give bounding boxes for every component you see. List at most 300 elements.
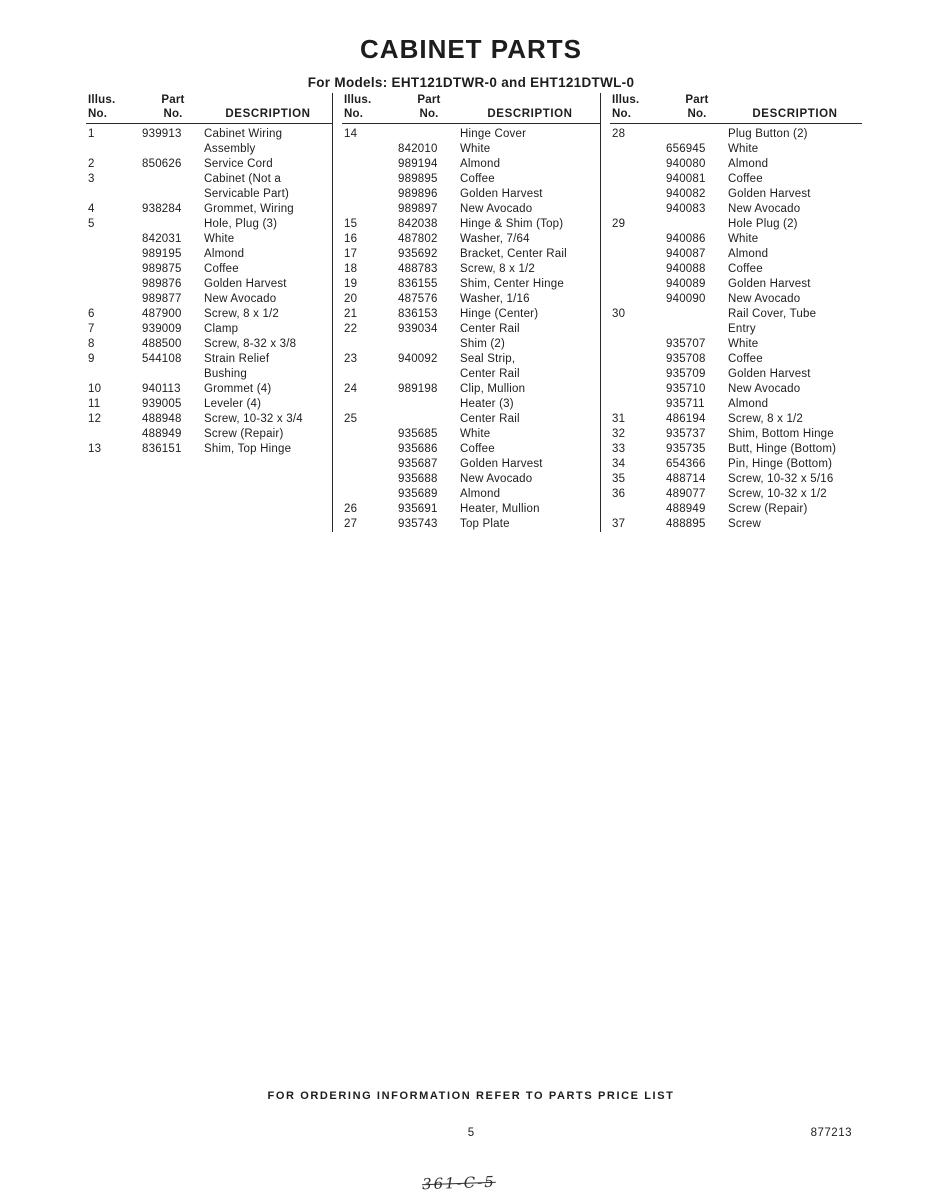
table-row (86, 217, 332, 232)
table-row (342, 217, 600, 232)
part-no: 487900 (142, 308, 182, 320)
table-row (86, 247, 332, 262)
description: Pin, Hinge (Bottom) (728, 458, 833, 470)
description: Hole Plug (2) (728, 218, 798, 230)
table-row (342, 307, 600, 322)
part-header: Part (417, 94, 441, 106)
illus-no-header: No. (344, 108, 364, 120)
illus-no (342, 367, 396, 382)
table-row (342, 202, 600, 217)
description-header: DESCRIPTION (225, 108, 311, 120)
illus-no (342, 142, 396, 157)
part-no: 488500 (142, 338, 182, 350)
part-no: 935685 (398, 428, 438, 440)
illus-no: 8 (88, 338, 95, 350)
header-spacer (460, 93, 600, 107)
illus-no (86, 247, 140, 262)
illus-no: 13 (88, 443, 102, 455)
description: Almond (728, 158, 769, 170)
description: Washer, 7/64 (460, 233, 530, 245)
illus-no (342, 187, 396, 202)
part-no: 842010 (398, 143, 438, 155)
table-row (610, 442, 862, 457)
description: Golden Harvest (728, 368, 811, 380)
description: Shim, Top Hinge (204, 443, 292, 455)
part-no (140, 367, 204, 382)
table-row (610, 337, 862, 352)
illus-no (342, 442, 396, 457)
part-no: 935737 (666, 428, 706, 440)
table-header (86, 93, 332, 124)
description: New Avocado (204, 293, 277, 305)
part-no (396, 397, 460, 412)
description: New Avocado (728, 383, 801, 395)
description: Screw, 10-32 x 3/4 (204, 413, 303, 425)
part-no (396, 367, 460, 382)
table-row (342, 247, 600, 262)
illus-no: 26 (344, 503, 358, 515)
part-no (664, 322, 728, 337)
part-no: 654366 (666, 458, 706, 470)
description: Golden Harvest (460, 458, 543, 470)
part-no: 486194 (666, 413, 706, 425)
illus-no (342, 202, 396, 217)
part-no (140, 172, 204, 187)
table-row (342, 337, 600, 352)
table-row (342, 517, 600, 532)
part-no: 989877 (142, 293, 182, 305)
part-no: 939009 (142, 323, 182, 335)
table-row (342, 502, 600, 517)
table-row (86, 127, 332, 142)
part-no: 488949 (666, 503, 706, 515)
description: Golden Harvest (728, 188, 811, 200)
description: Coffee (460, 173, 495, 185)
description: New Avocado (728, 293, 801, 305)
illus-no: 10 (88, 383, 102, 395)
table-body (342, 127, 600, 532)
illus-header: Illus. (344, 94, 372, 106)
table-row (610, 292, 862, 307)
description: Heater, Mullion (460, 503, 540, 515)
table-row (610, 202, 862, 217)
illus-no: 5 (88, 218, 95, 230)
illus-no (610, 142, 664, 157)
table-row (610, 382, 862, 397)
table-row (610, 232, 862, 247)
description: Screw, 10-32 x 1/2 (728, 488, 827, 500)
illus-no: 24 (344, 383, 358, 395)
description: Cabinet Wiring (204, 128, 283, 140)
part-no: 939034 (398, 323, 438, 335)
illus-no (610, 157, 664, 172)
illus-no (342, 397, 396, 412)
description: Hinge (Center) (460, 308, 539, 320)
table-row (342, 277, 600, 292)
description: Strain Relief (204, 353, 270, 365)
handwritten-note: 361-C-5 (421, 1172, 497, 1194)
part-no: 656945 (666, 143, 706, 155)
illus-no (86, 292, 140, 307)
illus-no: 30 (612, 308, 626, 320)
illus-no (342, 457, 396, 472)
table-row (342, 127, 600, 142)
ordering-note: FOR ORDERING INFORMATION REFER TO PARTS PRICE LIST (267, 1090, 675, 1102)
illus-no: 28 (612, 128, 626, 140)
part-no: 836155 (398, 278, 438, 290)
table-row (86, 172, 332, 187)
table-row (86, 307, 332, 322)
description: White (728, 233, 759, 245)
illus-no: 7 (88, 323, 95, 335)
part-no (664, 127, 728, 142)
table-row (610, 397, 862, 412)
part-no: 989896 (398, 188, 438, 200)
illus-no (610, 172, 664, 187)
illus-no (342, 487, 396, 502)
illus-no (610, 502, 664, 517)
table-row (342, 292, 600, 307)
table-row (610, 502, 862, 517)
illus-no: 25 (344, 413, 358, 425)
illus-no: 20 (344, 293, 358, 305)
table-row (86, 337, 332, 352)
illus-no (610, 337, 664, 352)
part-no: 940113 (142, 383, 181, 395)
illus-no: 9 (88, 353, 95, 365)
part-no: 940092 (398, 353, 438, 365)
part-no: 935689 (398, 488, 438, 500)
description: New Avocado (728, 203, 801, 215)
table-row (342, 412, 600, 427)
description: Service Cord (204, 158, 273, 170)
description: Almond (460, 488, 501, 500)
description: Coffee (460, 443, 495, 455)
illus-no (342, 157, 396, 172)
description: Bracket, Center Rail (460, 248, 567, 260)
part-no (664, 307, 728, 322)
part-no: 989195 (142, 248, 182, 260)
part-no: 488714 (666, 473, 706, 485)
header-row (86, 107, 332, 121)
description: Golden Harvest (460, 188, 543, 200)
part-no: 939005 (142, 398, 182, 410)
table-row (610, 367, 862, 382)
illus-header: Illus. (612, 94, 640, 106)
illus-no: 31 (612, 413, 626, 425)
part-no: 842038 (398, 218, 438, 230)
table-row (610, 157, 862, 172)
illus-no: 34 (612, 458, 626, 470)
table-body (86, 127, 332, 457)
part-no: 935710 (666, 383, 706, 395)
description: Screw (728, 518, 761, 530)
illus-no (86, 367, 140, 382)
header-row (342, 93, 600, 107)
table-row (86, 202, 332, 217)
illus-no: 17 (344, 248, 358, 260)
description: Coffee (204, 263, 239, 275)
description: Servicable Part) (204, 188, 290, 200)
illus-no: 18 (344, 263, 358, 275)
illus-no: 6 (88, 308, 95, 320)
description: Screw, 8 x 1/2 (204, 308, 280, 320)
illus-no: 23 (344, 353, 358, 365)
part-no: 940087 (666, 248, 706, 260)
description: Almond (204, 248, 245, 260)
illus-no: 32 (612, 428, 626, 440)
description: Hole, Plug (3) (204, 218, 278, 230)
header-row (610, 93, 862, 107)
illus-no: 29 (612, 218, 626, 230)
header-row (610, 107, 862, 121)
illus-no (610, 367, 664, 382)
description: Coffee (728, 263, 763, 275)
table-row (610, 277, 862, 292)
table-row (610, 142, 862, 157)
part-no: 989875 (142, 263, 182, 275)
part-no: 488949 (142, 428, 182, 440)
illus-no-header: No. (612, 108, 632, 120)
description: Coffee (728, 173, 763, 185)
illus-no (610, 382, 664, 397)
part-no (140, 142, 204, 157)
illus-no-header: No. (88, 108, 108, 120)
illus-no: 16 (344, 233, 358, 245)
description: Screw, 8-32 x 3/8 (204, 338, 297, 350)
description: Heater (3) (460, 398, 514, 410)
illus-no: 2 (88, 158, 95, 170)
table-row (86, 292, 332, 307)
illus-header: Illus. (88, 94, 116, 106)
description: Hinge & Shim (Top) (460, 218, 564, 230)
part-header: Part (685, 94, 709, 106)
description: Screw, 8 x 1/2 (728, 413, 804, 425)
header-row (342, 107, 600, 121)
illus-no (610, 262, 664, 277)
table-row (610, 307, 862, 322)
part-no: 487576 (398, 293, 438, 305)
description: Shim, Bottom Hinge (728, 428, 834, 440)
illus-no (610, 292, 664, 307)
table-row (610, 487, 862, 502)
part-no: 487802 (398, 233, 438, 245)
part-no: 940089 (666, 278, 706, 290)
description: Plug Button (2) (728, 128, 808, 140)
part-no: 940081 (666, 173, 706, 185)
description: Golden Harvest (204, 278, 287, 290)
illus-no: 15 (344, 218, 358, 230)
header-row (86, 93, 332, 107)
table-row (610, 322, 862, 337)
part-no: 935688 (398, 473, 438, 485)
description: Screw (Repair) (204, 428, 284, 440)
table-row (610, 247, 862, 262)
table-header (610, 93, 862, 124)
description: Clamp (204, 323, 239, 335)
models-subtitle: For Models: EHT121DTWR-0 and EHT121DTWL-0 (307, 75, 635, 90)
table-row (610, 172, 862, 187)
description: Entry (728, 323, 756, 335)
illus-no: 14 (344, 128, 358, 140)
table-row (610, 352, 862, 367)
part-no: 989198 (398, 383, 438, 395)
description: Washer, 1/16 (460, 293, 530, 305)
table-row (86, 352, 332, 367)
parts-column-1 (86, 93, 332, 532)
illus-no (610, 187, 664, 202)
illus-no (86, 277, 140, 292)
part-no: 836151 (142, 443, 182, 455)
description: White (460, 428, 491, 440)
description: Shim (2) (460, 338, 506, 350)
table-row (610, 127, 862, 142)
table-row (86, 157, 332, 172)
part-no (396, 337, 460, 352)
part-no: 935711 (666, 398, 705, 410)
table-row (86, 427, 332, 442)
table-row (342, 352, 600, 367)
table-row (342, 367, 600, 382)
illus-no (342, 427, 396, 442)
table-row (342, 427, 600, 442)
description: Screw (Repair) (728, 503, 808, 515)
part-no: 938284 (142, 203, 182, 215)
description: White (460, 143, 491, 155)
description: Grommet, Wiring (204, 203, 294, 215)
part-no: 940086 (666, 233, 706, 245)
illus-no (86, 232, 140, 247)
illus-no: 37 (612, 518, 626, 530)
part-no: 489077 (666, 488, 706, 500)
part-no: 989876 (142, 278, 182, 290)
illus-no: 19 (344, 278, 358, 290)
part-no: 935709 (666, 368, 706, 380)
part-no: 940080 (666, 158, 706, 170)
part-no: 935743 (398, 518, 438, 530)
illus-no (86, 427, 140, 442)
table-row (342, 142, 600, 157)
description: White (204, 233, 235, 245)
part-no: 488783 (398, 263, 438, 275)
part-no: 935692 (398, 248, 438, 260)
part-no: 935707 (666, 338, 706, 350)
illus-no (610, 397, 664, 412)
part-header: Part (161, 94, 185, 106)
illus-no: 11 (88, 398, 101, 410)
description: Screw, 10-32 x 5/16 (728, 473, 834, 485)
page-number: 5 (467, 1127, 475, 1139)
description: Grommet (4) (204, 383, 272, 395)
description: Top Plate (460, 518, 510, 530)
table-row (610, 262, 862, 277)
part-no-header: No. (419, 108, 439, 120)
illus-no (342, 337, 396, 352)
table-row (86, 367, 332, 382)
description: Seal Strip, (460, 353, 516, 365)
description-header: DESCRIPTION (487, 108, 573, 120)
illus-no: 1 (88, 128, 95, 140)
description: Clip, Mullion (460, 383, 526, 395)
illus-no (342, 472, 396, 487)
illus-no (86, 142, 140, 157)
table-row (86, 442, 332, 457)
table-row (342, 187, 600, 202)
part-no (664, 217, 728, 232)
description: Butt, Hinge (Bottom) (728, 443, 837, 455)
illus-no: 36 (612, 488, 626, 500)
table-body (610, 127, 862, 532)
part-no: 488895 (666, 518, 706, 530)
illus-no (342, 172, 396, 187)
description: Hinge Cover (460, 128, 527, 140)
illus-no (610, 232, 664, 247)
illus-no: 33 (612, 443, 626, 455)
table-row (610, 457, 862, 472)
part-no: 488948 (142, 413, 182, 425)
part-no: 940090 (666, 293, 706, 305)
part-no: 842031 (142, 233, 182, 245)
part-no-header: No. (163, 108, 183, 120)
part-no (140, 217, 204, 232)
table-row (86, 187, 332, 202)
table-header (342, 93, 600, 124)
table-row (342, 382, 600, 397)
part-no: 935708 (666, 353, 706, 365)
description: New Avocado (460, 203, 533, 215)
part-no (396, 127, 460, 142)
part-no: 989897 (398, 203, 438, 215)
part-no: 940083 (666, 203, 706, 215)
description: Center Rail (460, 368, 520, 380)
table-row (342, 442, 600, 457)
part-no: 989895 (398, 173, 438, 185)
header-spacer (728, 93, 862, 107)
description: Screw, 8 x 1/2 (460, 263, 536, 275)
illus-no (610, 322, 664, 337)
illus-no: 22 (344, 323, 358, 335)
parts-tables (86, 93, 862, 532)
table-row (342, 172, 600, 187)
description: Golden Harvest (728, 278, 811, 290)
part-no (140, 187, 204, 202)
part-no: 935686 (398, 443, 438, 455)
illus-no (610, 202, 664, 217)
table-row (86, 142, 332, 157)
description: White (728, 338, 759, 350)
table-row (86, 277, 332, 292)
table-row (86, 382, 332, 397)
table-row (86, 397, 332, 412)
table-row (342, 397, 600, 412)
part-no: 850626 (142, 158, 182, 170)
document-number: 877213 (810, 1127, 852, 1139)
description: Cabinet (Not a (204, 173, 281, 185)
table-row (342, 322, 600, 337)
illus-no (86, 187, 140, 202)
table-row (610, 427, 862, 442)
description: Shim, Center Hinge (460, 278, 564, 290)
page-title: CABINET PARTS (360, 34, 582, 64)
table-row (342, 457, 600, 472)
table-row (342, 262, 600, 277)
part-no: 940088 (666, 263, 706, 275)
description: Leveler (4) (204, 398, 262, 410)
part-no: 989194 (398, 158, 438, 170)
table-row (86, 322, 332, 337)
table-row (610, 187, 862, 202)
part-no: 544108 (142, 353, 182, 365)
